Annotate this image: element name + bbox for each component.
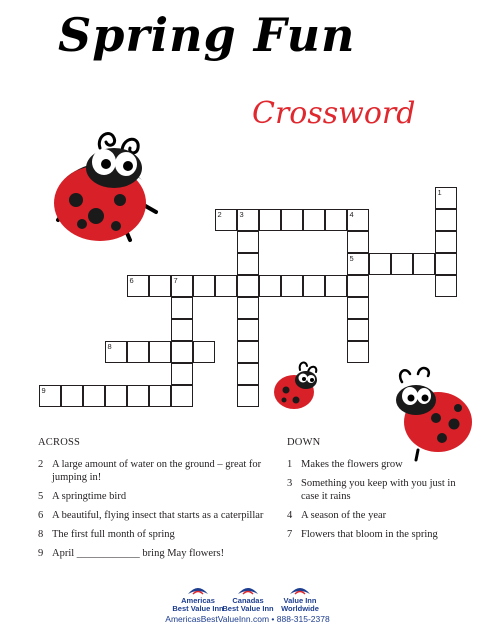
clue-text: Makes the flowers grow bbox=[301, 459, 403, 470]
logo-line-1: Canadas bbox=[232, 596, 264, 605]
crossword-cell[interactable] bbox=[171, 385, 193, 407]
crossword-cell[interactable] bbox=[237, 253, 259, 275]
cell-number: 3 bbox=[239, 210, 244, 219]
clue-text: April ____________ bring May flowers! bbox=[52, 548, 225, 559]
clue-item bbox=[287, 528, 467, 541]
crossword-cell[interactable] bbox=[391, 253, 413, 275]
clue-item bbox=[38, 490, 268, 503]
crossword-cell[interactable] bbox=[215, 209, 237, 231]
clue-item bbox=[287, 477, 467, 503]
cell-number: 2 bbox=[217, 210, 222, 219]
crossword-cell[interactable] bbox=[347, 341, 369, 363]
clue-item bbox=[38, 458, 268, 484]
cell-number: 1 bbox=[437, 188, 442, 197]
crossword-cell[interactable] bbox=[281, 275, 303, 297]
cell-number: 4 bbox=[349, 210, 354, 219]
crossword-cell[interactable] bbox=[347, 209, 369, 231]
across-heading: ACROSS bbox=[38, 437, 81, 448]
crossword-cell[interactable] bbox=[237, 231, 259, 253]
footer bbox=[0, 584, 495, 640]
crossword-cell[interactable] bbox=[237, 385, 259, 407]
crossword-cell[interactable] bbox=[149, 341, 171, 363]
clue-number: 6 bbox=[38, 510, 44, 521]
cell-number: 7 bbox=[173, 276, 178, 285]
clue-text: A beautiful, flying insect that starts as a caterpillar bbox=[52, 510, 264, 521]
value-inn-worldwide-logo bbox=[272, 584, 328, 613]
crossword-cell[interactable] bbox=[259, 209, 281, 231]
crossword-cell[interactable] bbox=[325, 209, 347, 231]
crossword-cell[interactable] bbox=[39, 385, 61, 407]
crossword-cell[interactable] bbox=[127, 275, 149, 297]
wing-logo-icon bbox=[187, 584, 209, 596]
clue-number: 1 bbox=[287, 459, 293, 470]
clue-text: Flowers that bloom in the spring bbox=[301, 529, 438, 540]
crossword-cell[interactable] bbox=[149, 385, 171, 407]
crossword-cell[interactable] bbox=[237, 275, 259, 297]
down-heading: DOWN bbox=[287, 437, 321, 448]
crossword-cell[interactable] bbox=[127, 385, 149, 407]
crossword-cell[interactable] bbox=[105, 341, 127, 363]
crossword-cell[interactable] bbox=[347, 275, 369, 297]
crossword-cell[interactable] bbox=[325, 275, 347, 297]
clue-number: 5 bbox=[38, 491, 44, 502]
crossword-cell[interactable] bbox=[435, 187, 457, 209]
crossword-cell[interactable] bbox=[149, 275, 171, 297]
clue-item bbox=[287, 509, 467, 522]
cell-number: 6 bbox=[129, 276, 134, 285]
crossword-cell[interactable] bbox=[347, 319, 369, 341]
crossword-cell[interactable] bbox=[237, 341, 259, 363]
crossword-cell[interactable] bbox=[193, 341, 215, 363]
clue-number: 2 bbox=[38, 459, 44, 470]
crossword-cell[interactable] bbox=[237, 297, 259, 319]
canadas-best-value-inn-logo bbox=[220, 584, 276, 613]
clue-number: 9 bbox=[38, 548, 44, 559]
cell-number: 9 bbox=[41, 386, 46, 395]
crossword-cell[interactable] bbox=[193, 275, 215, 297]
logo-line-2: Best Value Inn bbox=[172, 604, 224, 613]
crossword-cell[interactable] bbox=[237, 209, 259, 231]
crossword-cell[interactable] bbox=[347, 297, 369, 319]
page-subtitle: Crossword bbox=[252, 96, 416, 131]
crossword-cell[interactable] bbox=[435, 231, 457, 253]
crossword-cell[interactable] bbox=[303, 275, 325, 297]
logo-line-1: Value Inn bbox=[283, 596, 317, 605]
wing-logo-icon bbox=[289, 584, 311, 596]
crossword-cell[interactable] bbox=[347, 253, 369, 275]
logo-line-2: Worldwide bbox=[281, 604, 319, 613]
crossword-cell[interactable] bbox=[105, 385, 127, 407]
clue-number: 4 bbox=[287, 510, 293, 521]
clue-text: The first full month of spring bbox=[52, 529, 175, 540]
clue-text: A large amount of water on the ground – great for jumping in! bbox=[52, 459, 262, 483]
cell-number: 8 bbox=[107, 342, 112, 351]
crossword-cell[interactable] bbox=[61, 385, 83, 407]
americas-best-value-inn-logo bbox=[170, 584, 226, 613]
wing-logo-icon bbox=[237, 584, 259, 596]
across-clues bbox=[38, 436, 268, 566]
crossword-cell[interactable] bbox=[171, 297, 193, 319]
logo-line-2: Best Value Inn bbox=[222, 604, 274, 613]
clue-number: 3 bbox=[287, 478, 293, 489]
crossword-cell[interactable] bbox=[237, 319, 259, 341]
crossword-cell[interactable] bbox=[127, 341, 149, 363]
clue-text: A season of the year bbox=[301, 510, 387, 521]
website-phone: AmericasBestValueInn.com • 888-315-2378 bbox=[165, 614, 330, 624]
clue-text: A springtime bird bbox=[52, 491, 127, 502]
crossword-cell[interactable] bbox=[171, 341, 193, 363]
crossword-cell[interactable] bbox=[259, 275, 281, 297]
crossword-cell[interactable] bbox=[303, 209, 325, 231]
crossword-cell[interactable] bbox=[281, 209, 303, 231]
clue-item bbox=[38, 509, 268, 522]
crossword-cell[interactable] bbox=[435, 253, 457, 275]
crossword-cell[interactable] bbox=[83, 385, 105, 407]
crossword-cell[interactable] bbox=[171, 363, 193, 385]
crossword-cell[interactable] bbox=[369, 253, 391, 275]
crossword-cell[interactable] bbox=[215, 275, 237, 297]
cell-number: 5 bbox=[349, 254, 354, 263]
page-title: Spring Fun bbox=[58, 8, 356, 62]
crossword-cell[interactable] bbox=[237, 363, 259, 385]
clue-number: 7 bbox=[287, 529, 293, 540]
clue-number: 8 bbox=[38, 529, 44, 540]
crossword-cell[interactable] bbox=[435, 275, 457, 297]
crossword-cell[interactable] bbox=[413, 253, 435, 275]
clue-item bbox=[38, 547, 268, 560]
down-clues bbox=[287, 436, 467, 547]
logo-line-1: Americas bbox=[181, 596, 215, 605]
clue-item bbox=[38, 528, 268, 541]
crossword-cell[interactable] bbox=[435, 209, 457, 231]
crossword-cell[interactable] bbox=[347, 231, 369, 253]
crossword-cell[interactable] bbox=[171, 319, 193, 341]
crossword-cell[interactable] bbox=[171, 275, 193, 297]
clue-text: Something you keep with you just in case it rains bbox=[301, 478, 456, 502]
clue-item bbox=[287, 458, 467, 471]
